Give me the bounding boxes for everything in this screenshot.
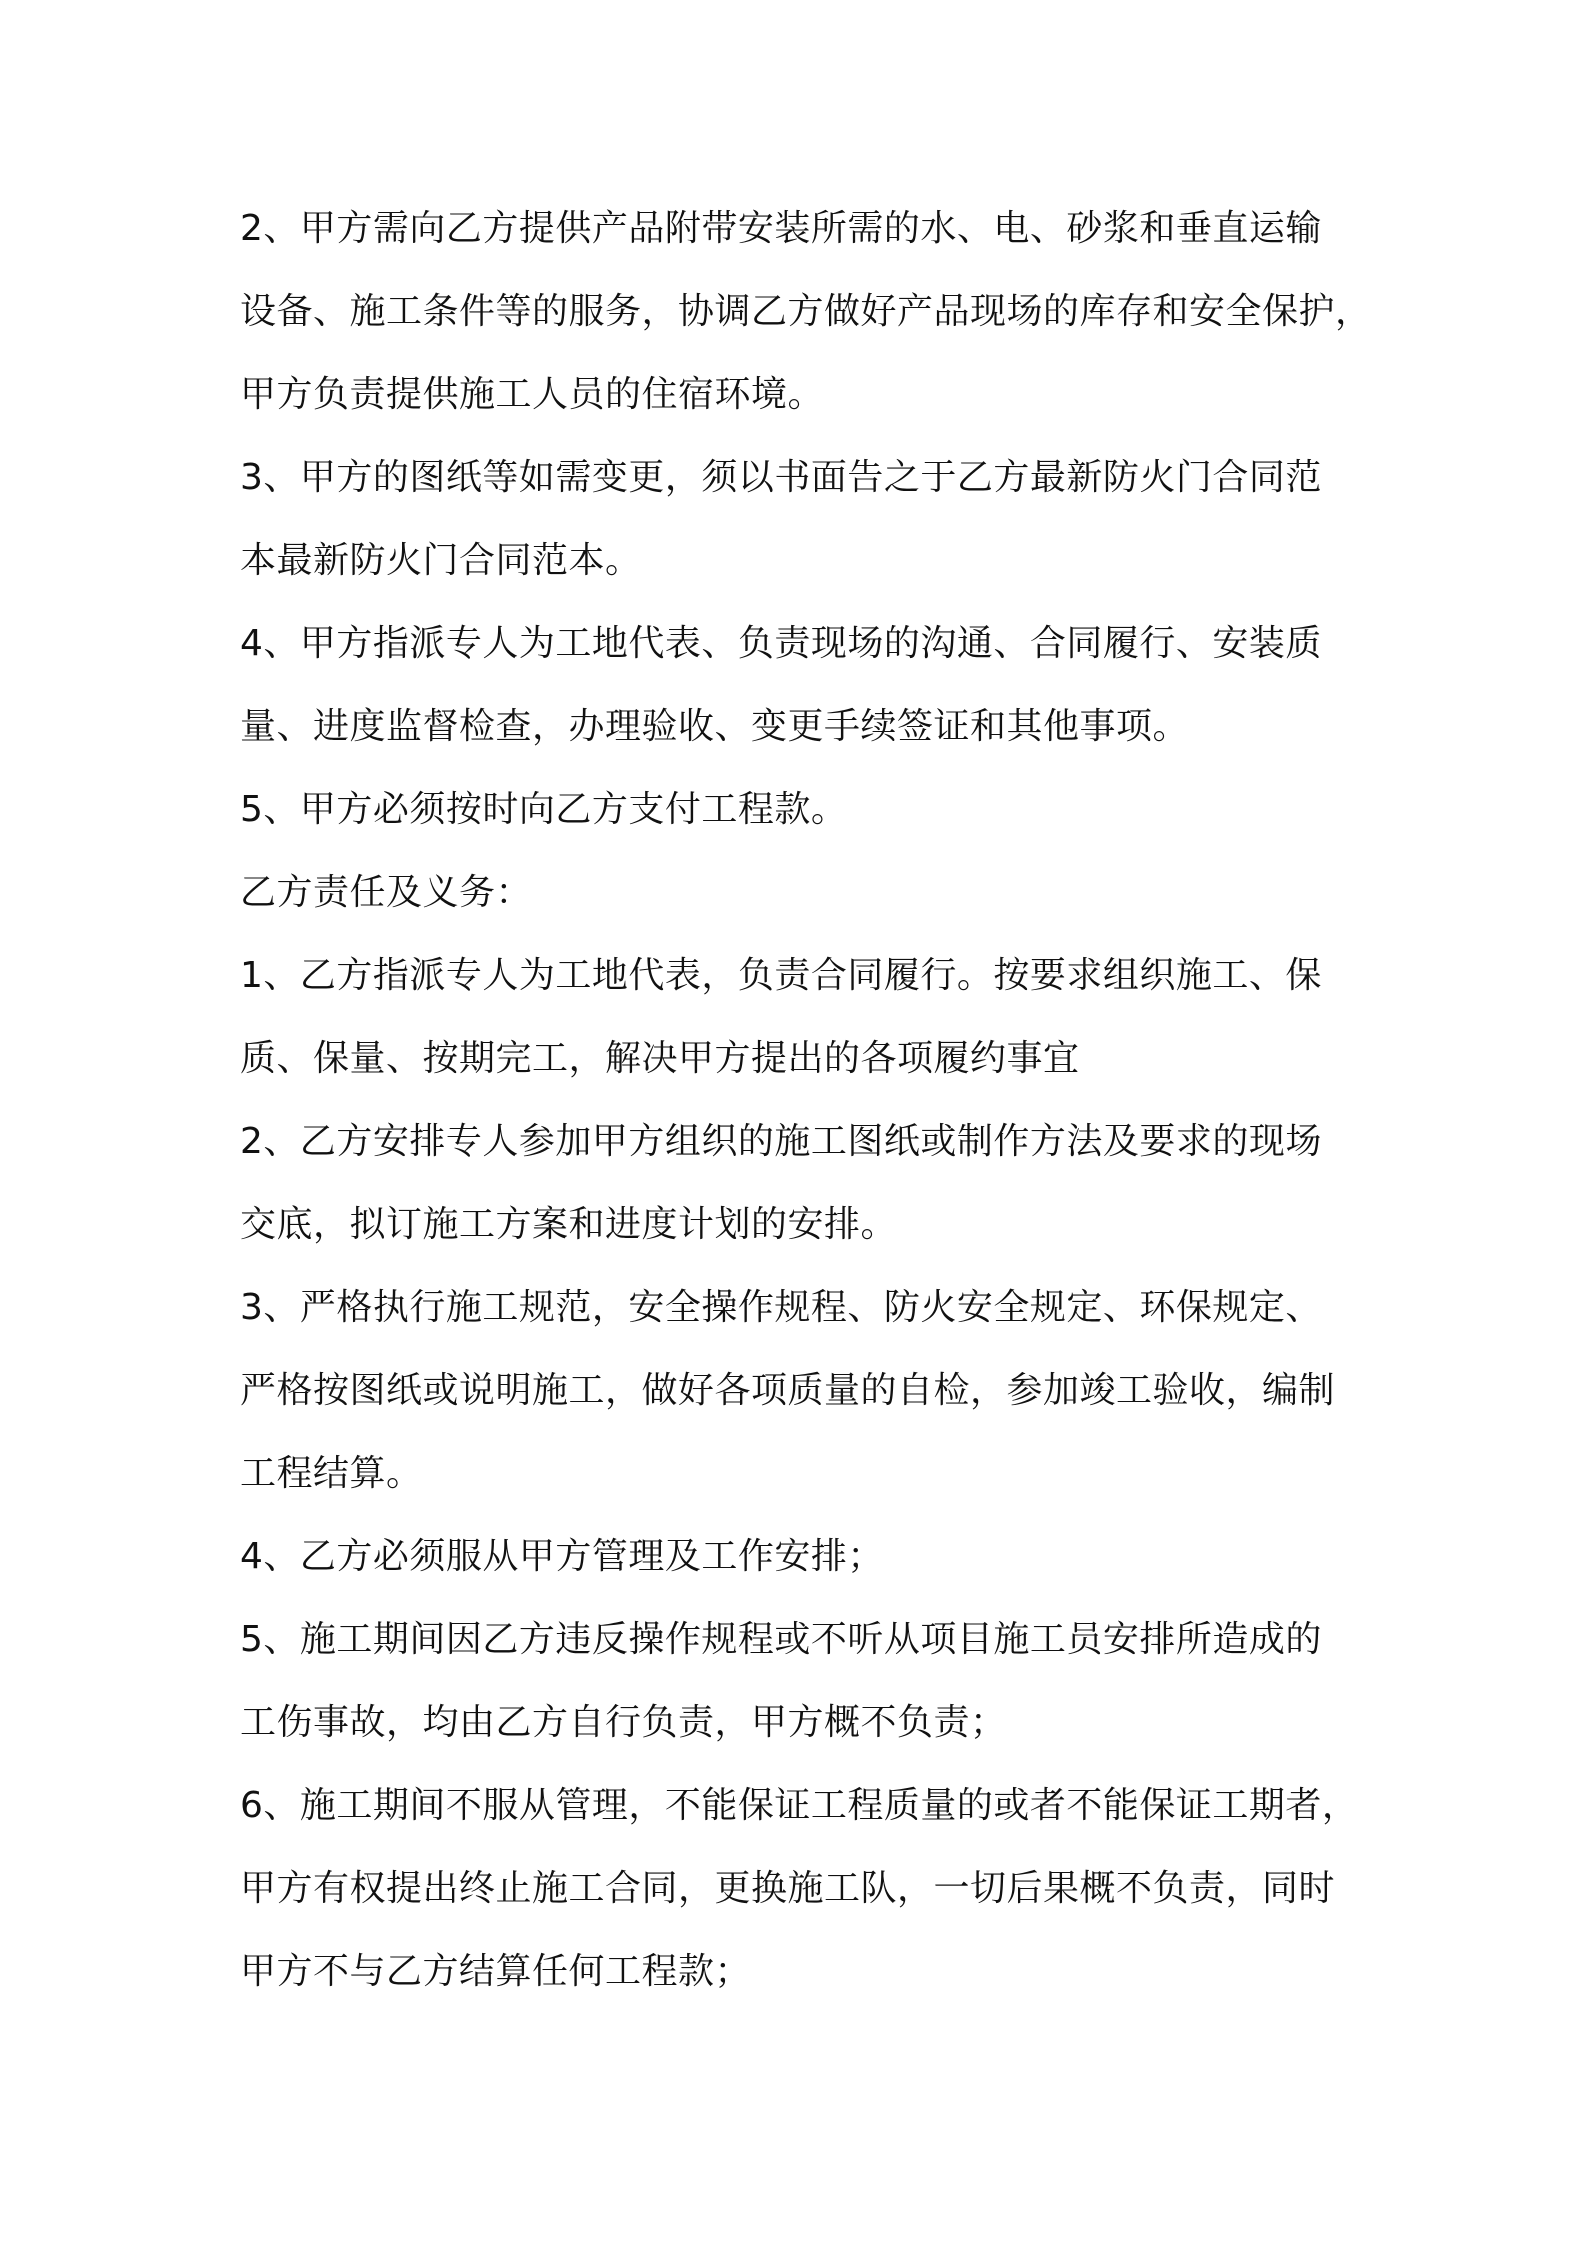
text-line: 2、乙方安排专人参加甲方组织的施工图纸或制作方法及要求的现场 <box>240 1121 1322 1162</box>
text-line: 质、保量、按期完工，解决甲方提出的各项履约事宜 <box>240 1038 1080 1079</box>
text-line: 交底，拟订施工方案和进度计划的安排。 <box>240 1204 898 1245</box>
text-line: 6、施工期间不服从管理，不能保证工程质量的或者不能保证工期者， <box>240 1785 1359 1826</box>
section-heading: 乙方责任及义务： <box>240 872 533 913</box>
document-body <box>240 197 1372 2023</box>
text-line: 3、严格执行施工规范，安全操作规程、防火安全规定、环保规定、 <box>240 1287 1322 1328</box>
text-line: 1、乙方指派专人为工地代表，负责合同履行。按要求组织施工、保 <box>240 955 1322 996</box>
text-line: 设备、施工条件等的服务，协调乙方做好产品现场的库存和安全保护， <box>240 291 1372 332</box>
text-line: 工伤事故，均由乙方自行负责，甲方概不负责； <box>240 1702 1007 1743</box>
text-line: 3、甲方的图纸等如需变更，须以书面告之于乙方最新防火门合同范 <box>240 457 1322 498</box>
text-line: 5、施工期间因乙方违反操作规程或不听从项目施工员安排所造成的 <box>240 1619 1322 1660</box>
text-line: 工程结算。 <box>240 1453 423 1494</box>
text-line: 甲方不与乙方结算任何工程款； <box>240 1951 752 1992</box>
text-line: 甲方有权提出终止施工合同，更换施工队，一切后果概不负责，同时 <box>240 1868 1336 1909</box>
text-line: 5、甲方必须按时向乙方支付工程款。 <box>240 789 848 830</box>
text-line: 2、甲方需向乙方提供产品附带安装所需的水、电、砂浆和垂直运输 <box>240 208 1322 249</box>
text-line: 甲方负责提供施工人员的住宿环境。 <box>240 374 825 415</box>
text-line: 本最新防火门合同范本。 <box>240 540 642 581</box>
text-line: 4、乙方必须服从甲方管理及工作安排； <box>240 1536 884 1577</box>
text-line: 量、进度监督检查，办理验收、变更手续签证和其他事项。 <box>240 706 1190 747</box>
text-line: 4、甲方指派专人为工地代表、负责现场的沟通、合同履行、安装质 <box>240 623 1322 664</box>
text-line: 严格按图纸或说明施工，做好各项质量的自检，参加竣工验收，编制 <box>240 1370 1336 1411</box>
